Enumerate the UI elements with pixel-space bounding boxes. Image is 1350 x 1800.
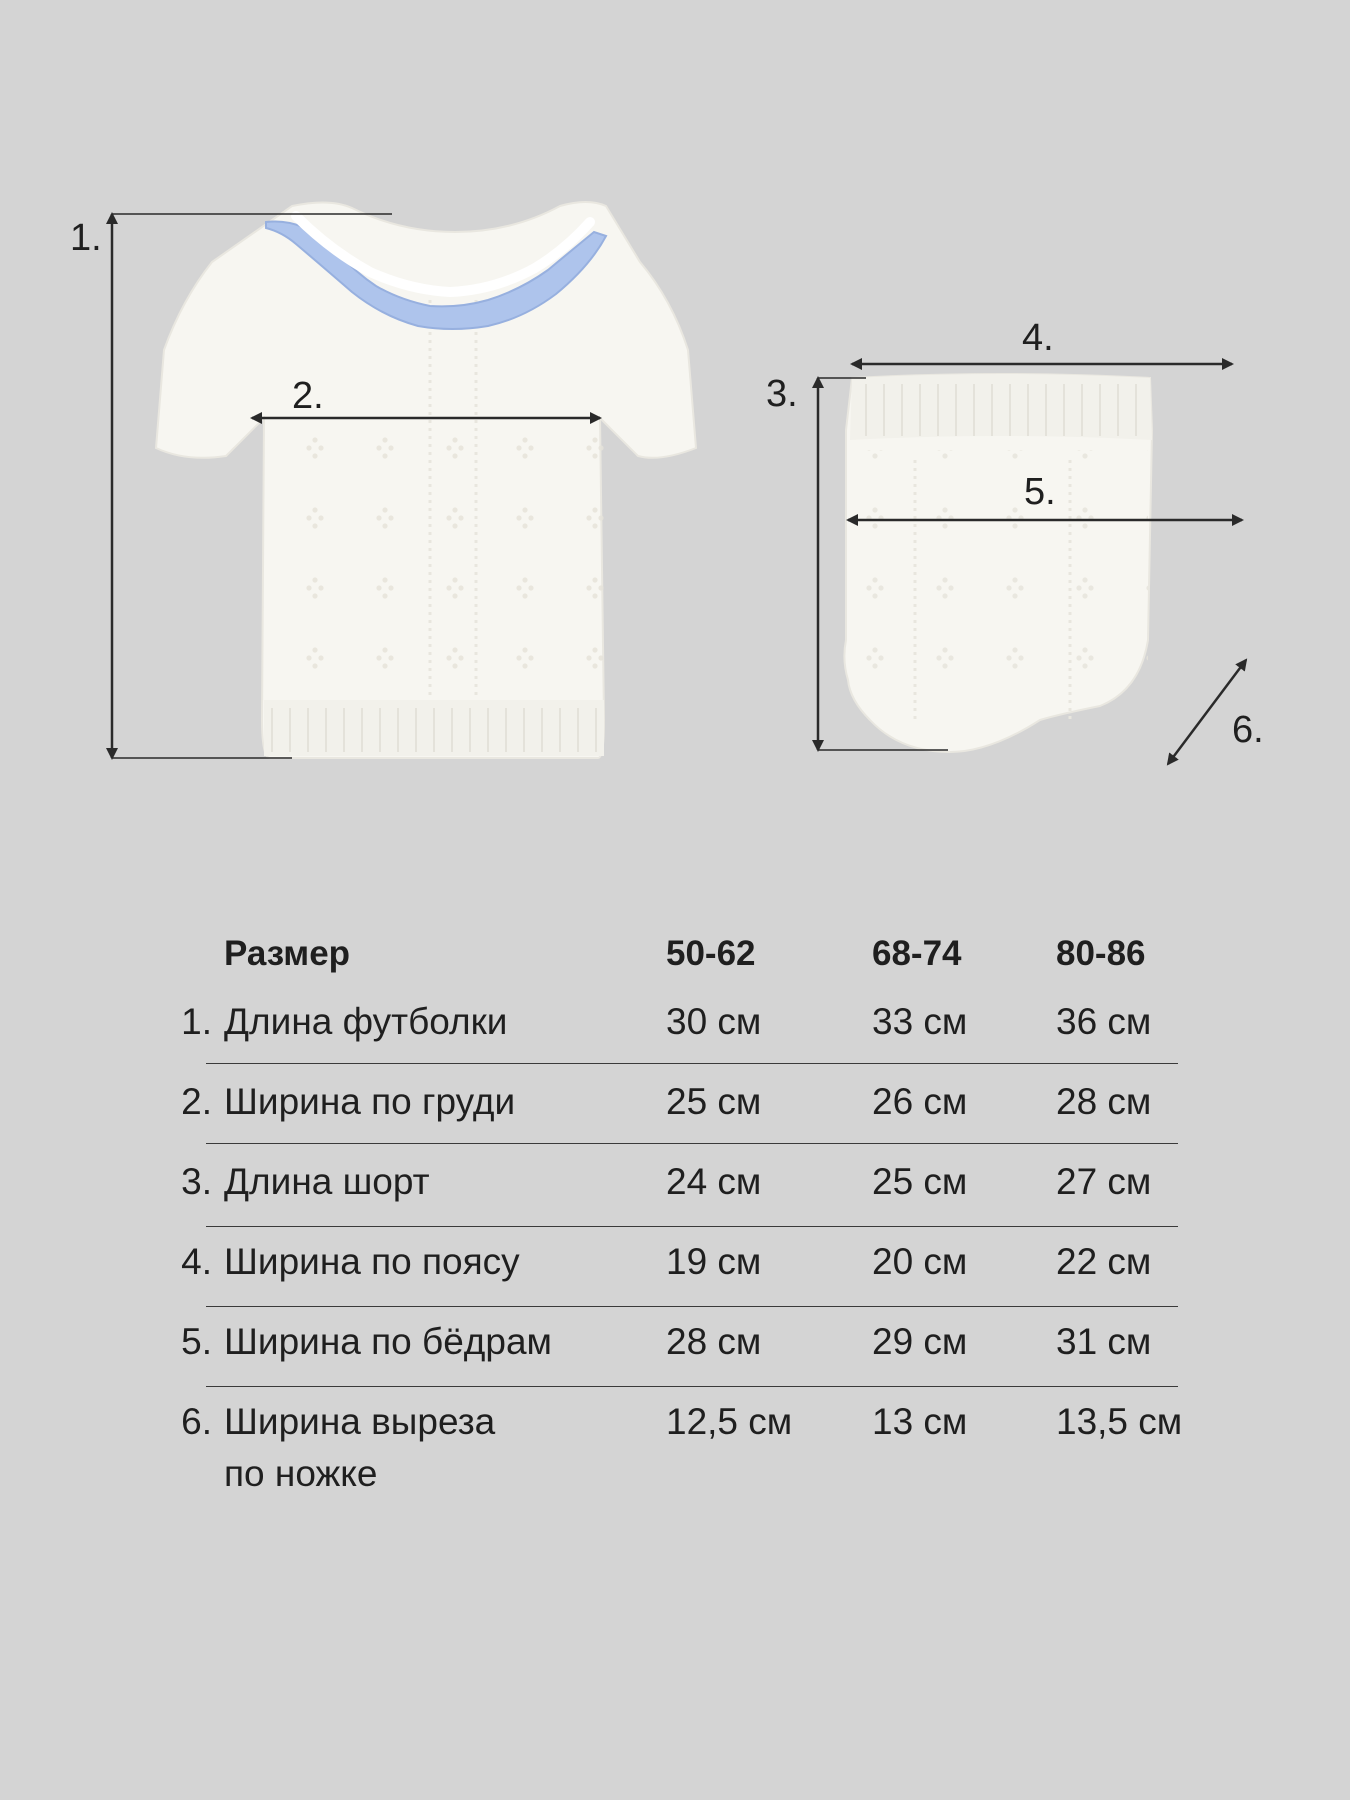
marker-6-label: 6. [1232,709,1264,751]
row-number: 3. [181,1161,212,1202]
row-value: 29 см [872,1321,968,1362]
row-value: 31 см [1056,1321,1152,1362]
row-value: 24 см [666,1161,762,1202]
row-label: Ширина выреза [224,1401,496,1442]
row-number: 2. [181,1081,212,1122]
marker-2-label: 2. [292,375,324,417]
row-number: 1. [181,1001,212,1042]
row-divider [206,1386,1178,1387]
row-value: 28 см [666,1321,762,1362]
row-value: 13,5 см [1056,1401,1183,1442]
size-column-header: 80-86 [1056,934,1146,973]
row-value: 12,5 см [666,1401,793,1442]
row-value: 20 см [872,1241,968,1282]
row-divider [206,1143,1178,1144]
marker-3-label: 3. [766,373,798,415]
row-value: 30 см [666,1001,762,1042]
row-divider [206,1063,1178,1064]
row-value: 22 см [1056,1241,1152,1282]
row-label: Ширина по бёдрам [224,1321,552,1362]
row-value: 33 см [872,1001,968,1042]
row-value: 19 см [666,1241,762,1282]
row-number: 5. [181,1321,212,1362]
row-value: 27 см [1056,1161,1152,1202]
row-label-continued: по ножке [224,1453,378,1494]
row-value: 28 см [1056,1081,1152,1122]
size-column-header: 50-62 [666,934,756,973]
row-number: 6. [181,1401,212,1442]
row-value: 25 см [872,1161,968,1202]
row-number: 4. [181,1241,212,1282]
row-value: 26 см [872,1081,968,1122]
row-value: 25 см [666,1081,762,1122]
row-label: Длина футболки [224,1001,508,1042]
row-label: Ширина по груди [224,1081,516,1122]
size-header-label: Размер [224,934,351,973]
row-divider [206,1306,1178,1307]
row-value: 13 см [872,1401,968,1442]
marker-5-label: 5. [1024,471,1056,513]
row-label: Длина шорт [224,1161,430,1202]
row-divider [206,1226,1178,1227]
row-label: Ширина по поясу [224,1241,520,1282]
size-column-header: 68-74 [872,934,962,973]
marker-1-label: 1. [70,217,102,259]
row-value: 36 см [1056,1001,1152,1042]
marker-4-label: 4. [1022,317,1054,359]
